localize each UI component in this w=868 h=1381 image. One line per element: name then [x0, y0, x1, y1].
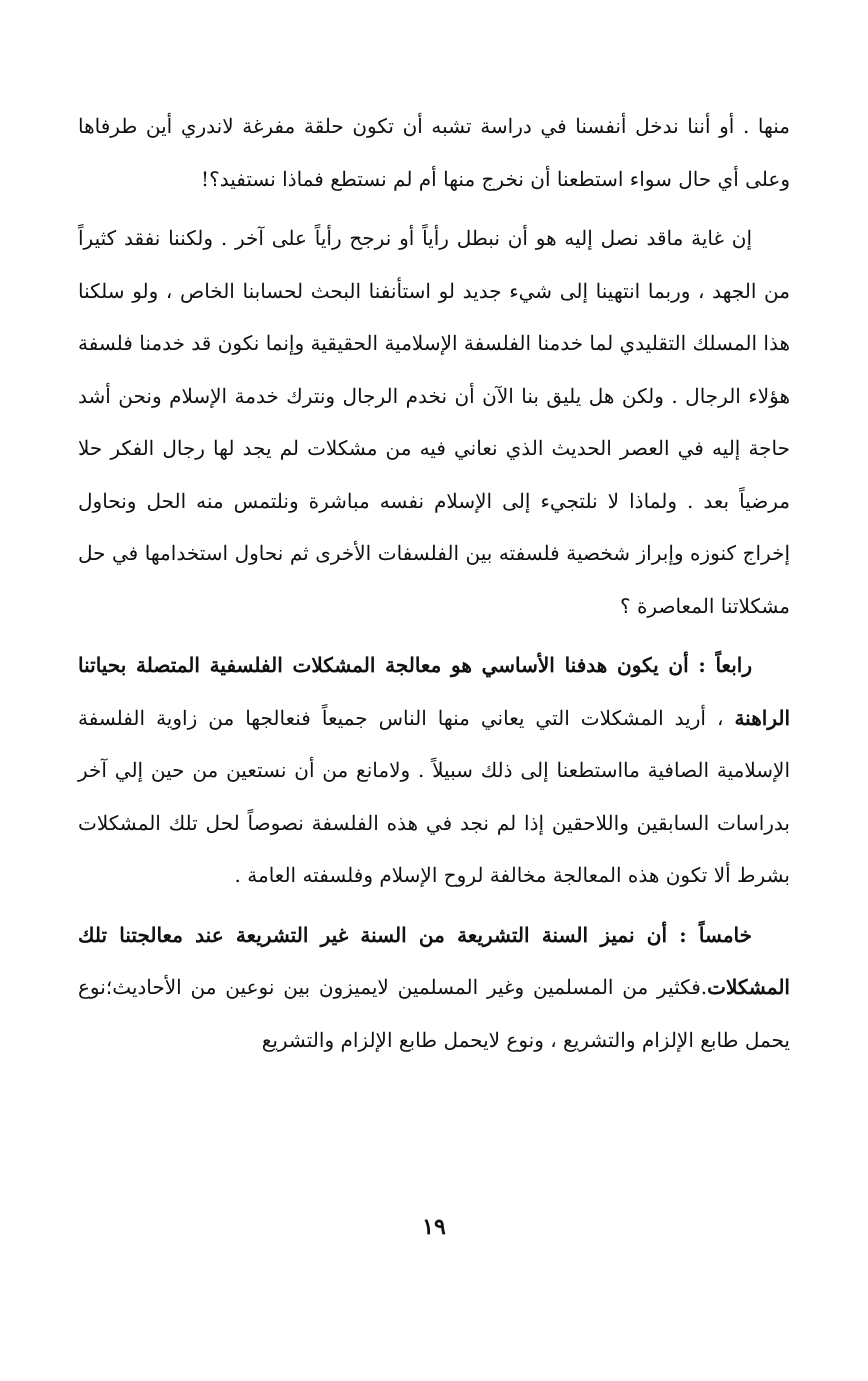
paragraph-3	[78, 639, 790, 902]
paragraph-4	[78, 909, 790, 1067]
paragraph-1-text: منها . أو أننا ندخل أنفسنا في دراسة تشبه أن تكون حلقة مفرغة لاندري أين طرفاها وعلى أي حال سواء استطعنا أن نخرج منها أم لم نستطع فماذا نستفيد؟!	[78, 114, 790, 191]
paragraph-1	[78, 100, 790, 205]
paragraph-2	[78, 212, 790, 632]
paragraph-4-text: .فكثير من المسلمين وغير المسلمين لايميزون بين نوعين من الأحاديث؛نوع يحمل طابع الإلزام والتشريع ، ونوع لايحمل طابع الإلزام والتشريع	[78, 975, 790, 1052]
paragraph-3-heading: رابعاً : أن يكون هدفنا الأساسي هو معالجة المشكلات الفلسفية المتصلة بحياتنا الراهنة	[78, 653, 790, 730]
paragraph-4-heading: خامساً : أن نميز السنة التشريعة من السنة غير التشريعة عند معالجتنا تلك المشكلات	[78, 922, 790, 999]
paragraph-2-text: إن غاية ماقد نصل إليه هو أن نبطل رأياً أو نرجح رأياً على آخر . ولكننا نفقد كثيراً من الجهد ، وربما انتهينا إلى شيء جديد لو استأنفنا البحث لحسابنا الخاص ، ولو سلكنا هذا المسلك التقليدي لما خدمنا الفلسفة الإسلامية الحقيقية وإنما نكون قد خدمنا فلسفة هؤلاء الرجال . ولكن هل يليق بنا الآن أن نخدم الرجال ونترك خدمة الإسلام ونحن أشد حاجة إليه في العصر الحديث الذي نعاني فيه من مشكلات لم يجد لها رجال الفكر حلا مرضياً بعد . ولماذا لا نلتجيء إلى الإسلام نفسه مباشرة ونلتمس منه الحل ونحاول إخراج كنوزه وإبراز شخصية فلسفته بين الفلسفات الأخرى ثم نحاول استخدامها في حل مشكلاتنا المعاصرة ؟	[78, 226, 790, 618]
paragraph-3-text: ، أريد المشكلات التي يعاني منها الناس جميعاً فنعالجها من زاوية الفلسفة الإسلامية الصافية مااستطعنا إلى ذلك سبيلاً . ولامانع من أن نستعين من حين إلي آخر بدراسات السابقين واللاحقين إذا لم نجد في هذه الفلسفة نصوصاً لحل تلك المشكلات بشرط ألا تكون هذه المعالجة مخالفة لروح الإسلام وفلسفته العامة .	[78, 705, 790, 887]
page-number: ١٩	[422, 1214, 446, 1240]
page-body	[78, 100, 790, 1073]
